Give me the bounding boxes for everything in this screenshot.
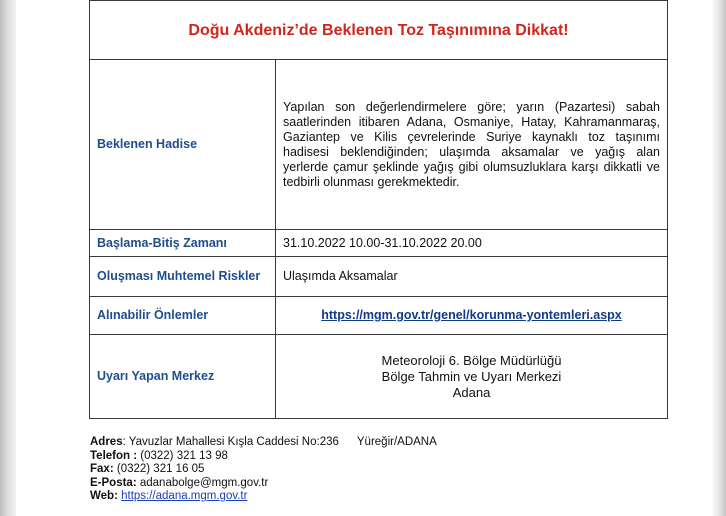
- address-value: : Yavuzlar Mahallesi Kışla Caddesi No:236: [122, 436, 339, 448]
- footer-phone: [90, 450, 437, 464]
- hadise-description: Yapılan son değerlendirmelere göre; yarın (Pazartesi) sabah saatlerinden itibaren Adana, Osmaniye, Hatay, Kahramanmaraş, Gaziantep ve Kilis çevrelerinde Suriye kaynaklı toz taşınımı hadisesi beklendiğinden; ulaşımda aksamalar ve yağış alan yerlerde çamur şeklinde yağış gibi olumsuzluklara karşı dikkatli ve tedbirli olunması gerekmektedir.: [276, 60, 668, 230]
- table-row: [90, 257, 668, 297]
- row-label-onlemler: Alınabilir Önlemler: [90, 297, 276, 335]
- merkez-line-1: Meteoroloji 6. Bölge Müdürlüğü: [381, 352, 562, 368]
- address-label: Adres: [90, 436, 123, 448]
- row-label-merkez: Uyarı Yapan Merkez: [90, 335, 276, 419]
- contact-footer: [90, 436, 437, 504]
- footer-web: [90, 490, 437, 504]
- address-district: Yüreğir/ADANA: [356, 436, 437, 448]
- riskler-value: Ulaşımda Aksamalar: [276, 257, 668, 297]
- row-label-hadise: Beklenen Hadise: [90, 60, 276, 230]
- fax-label: Fax:: [90, 463, 114, 475]
- warning-title: Doğu Akdeniz’de Beklenen Toz Taşınımına Dikkat!: [90, 1, 668, 60]
- web-link[interactable]: https://adana.mgm.gov.tr: [121, 490, 248, 502]
- phone-value: (0322) 321 13 98: [140, 449, 228, 462]
- onlemler-link[interactable]: https://mgm.gov.tr/genel/korunma-yontemleri.aspx: [276, 297, 668, 335]
- row-label-zaman: Başlama-Bitiş Zamanı: [90, 230, 276, 257]
- merkez-line-3: Adana: [452, 384, 491, 400]
- email-value[interactable]: adanabolge@mgm.gov.tr: [139, 476, 269, 489]
- email-label: E-Posta:: [90, 476, 137, 489]
- row-label-riskler: Oluşması Muhtemel Riskler: [90, 257, 276, 297]
- footer-fax: [90, 463, 437, 477]
- table-row: [90, 230, 668, 257]
- page-edge-shadow-left: [0, 0, 16, 516]
- phone-label: Telefon :: [90, 449, 138, 462]
- warning-table: [89, 0, 668, 419]
- table-row: [90, 297, 668, 335]
- footer-address: [90, 436, 437, 450]
- merkez-line-2: Bölge Tahmin ve Uyarı Merkezi: [381, 368, 562, 384]
- web-label: Web:: [90, 490, 118, 502]
- footer-email: [90, 477, 437, 491]
- page-edge-shadow-right: [712, 0, 726, 516]
- zaman-value: 31.10.2022 10.00-31.10.2022 20.00: [276, 230, 668, 257]
- table-row: [90, 335, 668, 419]
- merkez-value: [276, 335, 668, 419]
- fax-value: (0322) 321 16 05: [116, 463, 205, 475]
- title-row: [90, 1, 668, 60]
- table-row: [90, 60, 668, 230]
